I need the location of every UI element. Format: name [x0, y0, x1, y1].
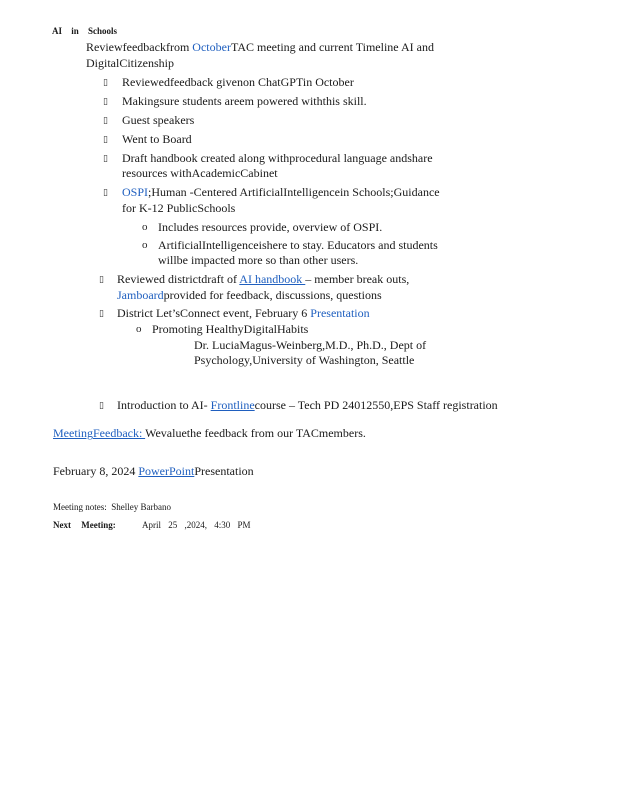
- meeting-notes-value: Shelley Barbano: [111, 502, 171, 512]
- ospi-link[interactable]: OSPI: [122, 185, 149, 199]
- intro-ai-text-2: course – Tech PD 24012550,EPS Staff registration: [254, 398, 498, 412]
- bullet-icon: ▯: [103, 153, 108, 163]
- bullet-icon: ▯: [99, 274, 104, 284]
- list-item-cont: resources withAcademicCabinet: [122, 166, 278, 180]
- handbook-text-2: – member break outs,: [305, 272, 410, 286]
- meeting-notes-label: Meeting notes:: [53, 502, 107, 512]
- ospi-text: ;Human -Centered ArtificialIntelligencein Schools;Guidance: [148, 185, 440, 199]
- list-item: [122, 185, 440, 200]
- next-meeting-value: April 25 ,2024, 4:30 PM: [142, 520, 251, 530]
- list-item: Reviewedfeedback givenon ChatGPTin October: [122, 75, 354, 89]
- intro-line-2: DigitalCitizenship: [86, 56, 174, 70]
- presentation-text: Presentation: [194, 464, 254, 478]
- frontline-link[interactable]: Frontline: [210, 398, 255, 412]
- feedback-line: [53, 426, 366, 441]
- next-meeting-label: [53, 519, 116, 531]
- next-meeting-label-text: Next Meeting:: [53, 520, 116, 530]
- handbook-text: Reviewed districtdraft of: [117, 272, 240, 286]
- bullet-icon: ▯: [103, 187, 108, 197]
- list-item: Draft handbook created along withprocedural language andshare: [122, 151, 433, 165]
- list-item: [117, 272, 409, 287]
- feedback-text: Wevaluethe feedback from our TACmembers.: [145, 426, 366, 440]
- presentation-date: February 8, 2024: [53, 464, 139, 478]
- section-title: AI in Schools: [52, 26, 118, 36]
- bullet-icon: ▯: [99, 400, 104, 410]
- meeting-notes: [53, 501, 171, 513]
- jamboard-text: provided for feedback, discussions, questions: [163, 288, 382, 302]
- list-item: Guest speakers: [122, 113, 195, 127]
- list-item-cont: [117, 288, 382, 303]
- list-item: Went to Board: [122, 132, 192, 146]
- event-text: District Let’sConnect event, February 6: [117, 306, 311, 320]
- bullet-icon: ▯: [103, 134, 108, 144]
- bullet-icon: ▯: [99, 308, 104, 318]
- meeting-link[interactable]: Meeting: [53, 426, 93, 440]
- jamboard-link[interactable]: Jamboard: [117, 288, 164, 302]
- intro-text-2: TAC meeting and current Timeline AI and: [230, 40, 434, 54]
- powerpoint-link[interactable]: PowerPoint: [138, 464, 195, 478]
- intro-text: Reviewfeedbackfrom: [86, 40, 193, 54]
- ai-handbook-link[interactable]: AI handbook: [239, 272, 306, 286]
- sub-list-item: Includes resources provide, overview of OSPI.: [158, 220, 383, 234]
- presentation-link[interactable]: Presentation: [310, 306, 370, 320]
- sub-list-item-cont: willbe impacted more so than other users.: [158, 253, 359, 267]
- october-link[interactable]: October: [192, 40, 231, 54]
- speaker-affiliation: Psychology,University of Washington, Seattle: [194, 353, 415, 367]
- circle-bullet-icon: o: [142, 239, 148, 251]
- intro-ai-text: Introduction to AI-: [117, 398, 211, 412]
- list-item: [117, 306, 370, 321]
- sub-list-item: ArtificialIntelligenceishere to stay. Educators and students: [158, 238, 438, 252]
- intro-line-1: [86, 40, 434, 55]
- list-item-cont: for K-12 PublicSchools: [122, 201, 236, 215]
- sub-list-item: Promoting HealthyDigitalHabits: [152, 322, 309, 336]
- list-item: Makingsure students areem powered withthis skill.: [122, 94, 367, 108]
- bullet-icon: ▯: [103, 96, 108, 106]
- list-item: [117, 398, 498, 413]
- presentation-line: [53, 464, 254, 479]
- circle-bullet-icon: o: [142, 221, 148, 233]
- circle-bullet-icon: o: [136, 323, 142, 335]
- speaker-name: Dr. LuciaMagus-Weinberg,M.D., Ph.D., Dept of: [194, 338, 427, 352]
- feedback-link[interactable]: Feedback:: [93, 426, 146, 440]
- bullet-icon: ▯: [103, 77, 108, 87]
- bullet-icon: ▯: [103, 115, 108, 125]
